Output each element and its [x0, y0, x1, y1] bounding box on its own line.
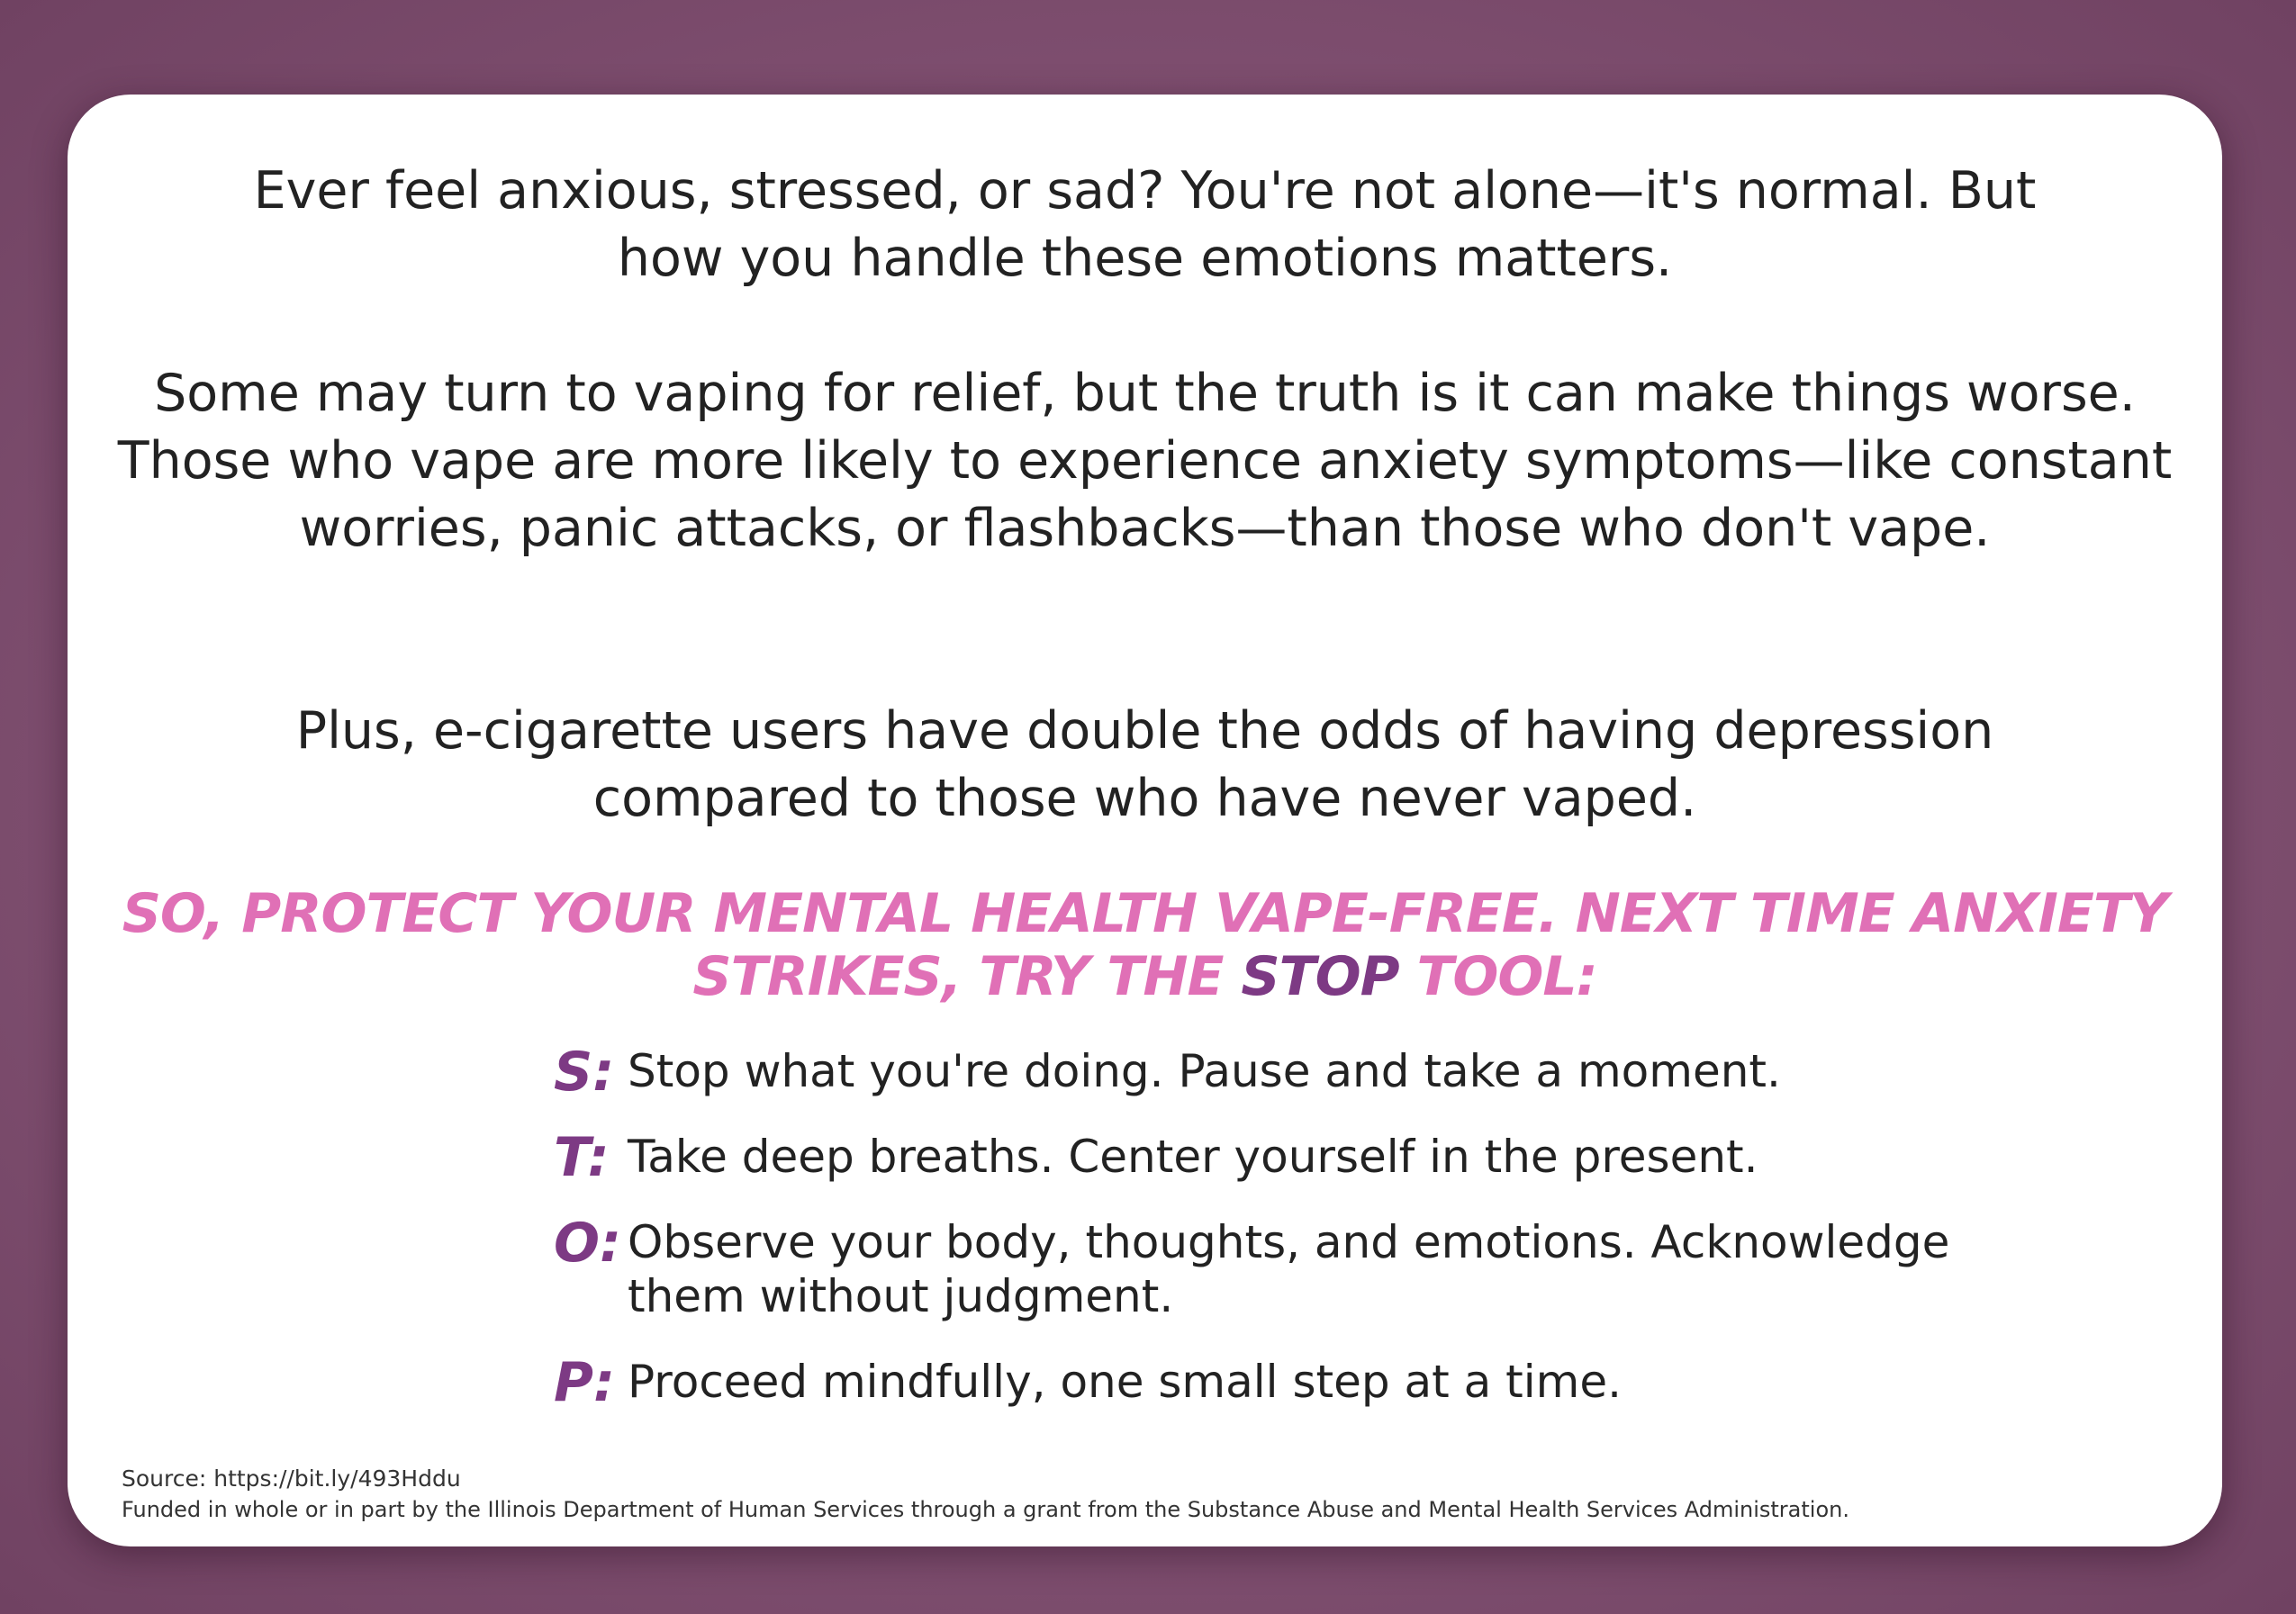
intro-paragraph-2: Some may turn to vaping for relief, but the truth is it can make things worse. Those who vape are more likely to experience anxiety symptoms—like constant worries, panic attacks, or flashbacks—than those who don't vape. — [117, 364, 2173, 558]
stop-tool-headline — [68, 882, 2222, 1008]
stop-item-t — [554, 1126, 1978, 1189]
headline-line-2-end: TOOL: — [1416, 945, 1597, 1008]
stop-letter-s: S: — [554, 1041, 615, 1104]
content-card — [68, 95, 2222, 1546]
stop-text-o: Observe your body, thoughts, and emotions. Acknowledge them without judgment. — [628, 1216, 1950, 1322]
stop-item-p — [554, 1351, 1978, 1414]
intro-paragraph-1: Ever feel anxious, stressed, or sad? You're not alone—it's normal. But how you handle these emotions matters. — [253, 161, 2037, 288]
stop-letter-o: O: — [554, 1212, 621, 1275]
headline-line-2-start: STRIKES, TRY THE — [692, 945, 1224, 1008]
intro-paragraph-3: Plus, e-cigarette users have double the odds of having depression compared to those who have never vaped. — [295, 701, 1994, 828]
stop-letter-t: T: — [554, 1126, 610, 1189]
stop-text-s: Stop what you're doing. Pause and take a moment. — [628, 1045, 1781, 1097]
stop-item-o — [554, 1212, 1960, 1323]
source-citation: Source: https://bit.ly/493Hddu — [122, 1465, 461, 1492]
stop-letter-p: P: — [554, 1351, 615, 1414]
stop-item-s — [554, 1041, 1978, 1104]
stop-text-p: Proceed mindfully, one small step at a time. — [628, 1356, 1623, 1408]
headline-line-1: SO, PROTECT YOUR MENTAL HEALTH VAPE-FREE. NEXT TIME ANXIETY — [122, 882, 2168, 945]
headline-line-2 — [68, 945, 2222, 1008]
stop-text-t: Take deep breaths. Center yourself in the present. — [628, 1131, 1758, 1183]
headline-stop-word: STOP — [1241, 945, 1399, 1008]
funding-disclaimer: Funded in whole or in part by the Illinois Department of Human Services through a grant from the Substance Abuse and Mental Health Services Administration. — [122, 1497, 1849, 1522]
